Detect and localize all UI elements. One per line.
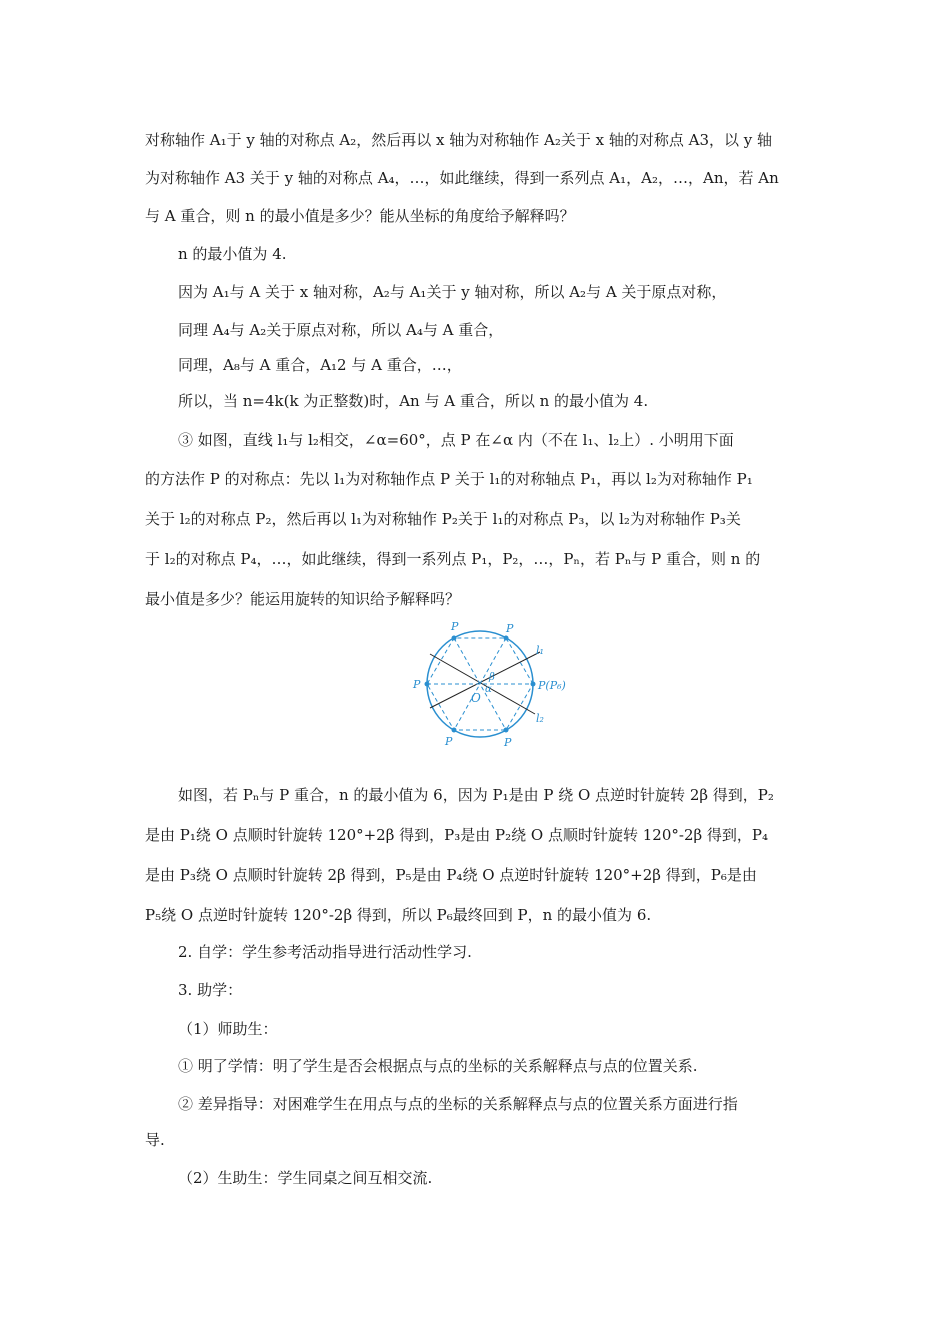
text-line: 于 l₂的对称点 P₄，…，如此继续，得到一系列点 P₁，P₂，…，Pₙ，若 Pₙ与 P 重合，则 n 的 [145, 550, 761, 568]
rotation-figure [405, 612, 575, 752]
text-line: 是由 P₃绕 O 点顺时针旋转 2β 得到，P₅是由 P₄绕 O 点逆时针旋转 120°+2β 得到，P₆是由 [145, 866, 757, 884]
text-line: 为对称轴作 A3 关于 y 轴的对称点 A₄，…，如此继续，得到一系列点 A₁，A₂，…，An，若 An [145, 169, 779, 187]
text-line: 对称轴作 A₁于 y 轴的对称点 A₂，然后再以 x 轴为对称轴作 A₂关于 x 轴的对称点 A3，以 y 轴 [145, 131, 773, 149]
text-line: 如图，若 Pₙ与 P 重合，n 的最小值为 6，因为 P₁是由 P 绕 O 点逆时针旋转 2β 得到，P₂ [178, 786, 774, 804]
figure-label: O [471, 691, 481, 705]
text-line: 同理，A₈与 A 重合，A₁2 与 A 重合，…， [178, 356, 462, 374]
line-l1 [430, 652, 540, 708]
text-line: ③ 如图，直线 l₁与 l₂相交，∠α=60°，点 P 在∠α 内（不在 l₁、l₂上）. 小明用下面 [178, 431, 734, 449]
figure-label: l₁ [536, 644, 544, 657]
point-dot [452, 728, 457, 733]
text-line: （1）师助生： [178, 1020, 278, 1038]
point-dot [425, 682, 430, 687]
figure-label: P [413, 678, 421, 691]
point-dot [504, 636, 509, 641]
text-line: 的方法作 P 的对称点：先以 l₁为对称轴作点 P 关于 l₁的对称轴点 P₁，再以 l₂为对称轴作 P₁ [145, 470, 753, 488]
text-line: P₅绕 O 点逆时针旋转 120°-2β 得到，所以 P₆最终回到 P，n 的最小值为 6. [145, 906, 652, 924]
text-line: 是由 P₁绕 O 点顺时针旋转 120°+2β 得到，P₃是由 P₂绕 O 点顺时针旋转 120°-2β 得到，P₄ [145, 826, 769, 844]
figure-label: l₂ [536, 712, 544, 725]
figure-label: P [506, 622, 514, 635]
figure-label: α [485, 684, 492, 695]
point-dot [452, 636, 457, 641]
text-line: 3. 助学： [178, 981, 243, 999]
point-dot [531, 682, 536, 687]
figure-label: β [489, 672, 495, 683]
text-line: 因为 A₁与 A 关于 x 轴对称，A₂与 A₁关于 y 轴对称，所以 A₂与 A 关于原点对称， [178, 283, 727, 301]
text-line: ② 差异指导：对困难学生在用点与点的坐标的关系解释点与点的位置关系方面进行指 [178, 1095, 738, 1113]
text-line: 与 A 重合，则 n 的最小值是多少？能从坐标的角度给予解释吗？ [145, 207, 575, 225]
figure-label: P [451, 620, 459, 633]
point-dot [504, 728, 509, 733]
text-line: n 的最小值为 4. [178, 245, 287, 263]
figure-label: P(P₆) [538, 679, 566, 692]
figure-label: P [445, 735, 453, 748]
text-line: 所以，当 n=4k(k 为正整数)时，An 与 A 重合，所以 n 的最小值为 4. [178, 392, 649, 410]
text-line: （2）生助生：学生同桌之间互相交流. [178, 1169, 433, 1187]
text-line: 最小值是多少？能运用旋转的知识给予解释吗？ [145, 590, 461, 608]
text-line: 导. [145, 1131, 165, 1149]
text-line: ① 明了学情：明了学生是否会根据点与点的坐标的关系解释点与点的位置关系. [178, 1057, 698, 1075]
text-line: 关于 l₂的对称点 P₂，然后再以 l₁为对称轴作 P₂关于 l₁的对称点 P₃，以 l₂为对称轴作 P₃关 [145, 510, 741, 528]
text-line: 2. 自学：学生参考活动指导进行活动性学习. [178, 943, 472, 961]
figure-label: P [504, 736, 512, 749]
text-line: 同理 A₄与 A₂关于原点对称，所以 A₄与 A 重合， [178, 321, 504, 339]
